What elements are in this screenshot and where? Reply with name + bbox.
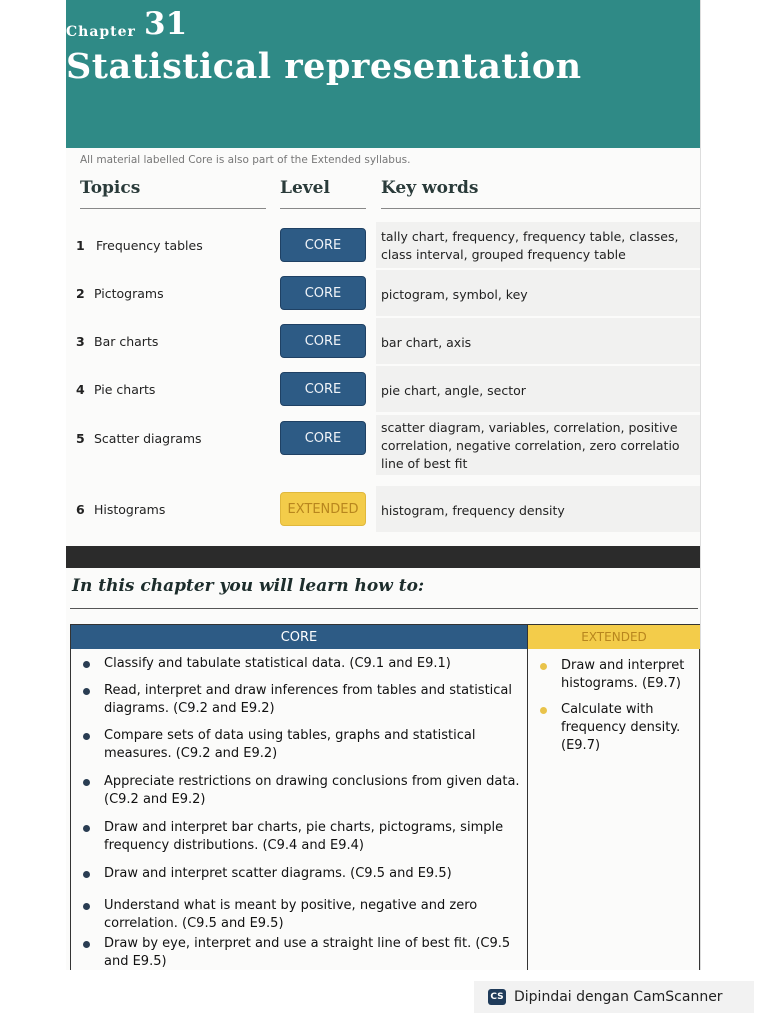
topic-number: 1 — [76, 238, 85, 253]
objective-line: Compare sets of data using tables, graphs and statistical — [104, 728, 476, 743]
keyword-line: correlation, negative correlation, zero correlatio — [381, 438, 680, 453]
bullet-icon — [83, 871, 90, 878]
core-objective-item — [104, 819, 514, 855]
keyword-line: scatter diagram, variables, correlation, positive — [381, 420, 678, 435]
objective-line: Draw and interpret — [561, 658, 685, 673]
extended-objective-item — [561, 657, 697, 693]
extended-objectives-header: EXTENDED — [528, 625, 700, 649]
syllabus-note: All material labelled Core is also part of the Extended syllabus. — [80, 154, 411, 166]
topic-name: Frequency tables — [96, 238, 203, 253]
topic-number: 3 — [76, 334, 85, 349]
chapter-header — [66, 0, 700, 148]
objective-line: Draw and interpret scatter diagrams. (C9.5 and E9.5) — [104, 866, 452, 881]
level-badge: CORE — [280, 276, 366, 310]
level-badge: EXTENDED — [280, 492, 366, 526]
topic-keywords — [381, 502, 699, 520]
level-badge: CORE — [280, 421, 366, 455]
topic-number: 4 — [76, 382, 85, 397]
level-badge: CORE — [280, 324, 366, 358]
objective-line: Understand what is meant by positive, negative and zero — [104, 898, 478, 913]
bullet-icon — [83, 903, 90, 910]
bullet-icon — [83, 733, 90, 740]
camscanner-text: Dipindai dengan CamScanner — [514, 989, 723, 1005]
topic-keywords — [381, 419, 699, 473]
objective-line: correlation. (C9.5 and E9.5) — [104, 916, 284, 931]
topics-column-header: Topics — [80, 178, 141, 198]
keyword-line: histogram, frequency density — [381, 503, 565, 518]
objective-line: Draw and interpret bar charts, pie charts, pictograms, simple — [104, 820, 504, 835]
objective-line: histograms. (E9.7) — [561, 676, 681, 691]
keyword-line: line of best fit — [381, 456, 468, 471]
keyword-line: pictogram, symbol, key — [381, 287, 528, 302]
level-rule — [280, 208, 366, 209]
objective-line: and E9.5) — [104, 954, 167, 969]
objective-line: measures. (C9.2 and E9.2) — [104, 746, 278, 761]
topic-name: Pie charts — [94, 382, 156, 397]
objective-line: Appreciate restrictions on drawing conclusions from given data. — [104, 774, 520, 789]
objective-line: Calculate with — [561, 702, 654, 717]
textbook-page — [66, 0, 700, 970]
topic-keywords — [381, 334, 699, 352]
bullet-icon — [540, 663, 547, 670]
topic-name: Pictograms — [94, 286, 164, 301]
core-objective-item — [104, 655, 514, 673]
objective-line: Classify and tabulate statistical data. (C9.1 and E9.1) — [104, 656, 451, 671]
keyword-line: pie chart, angle, sector — [381, 383, 526, 398]
column-divider — [527, 649, 528, 970]
core-objectives-header: CORE — [71, 625, 528, 649]
bullet-icon — [540, 707, 547, 714]
topic-keywords — [381, 286, 699, 304]
bullet-icon — [83, 779, 90, 786]
core-objective-item — [104, 727, 514, 763]
keywords-column-header: Key words — [381, 178, 479, 198]
bullet-icon — [83, 661, 90, 668]
topic-number: 2 — [76, 286, 85, 301]
keyword-line: class interval, grouped frequency table — [381, 247, 626, 262]
objective-line: diagrams. (C9.2 and E9.2) — [104, 701, 275, 716]
topics-rule — [80, 208, 266, 209]
bullet-icon — [83, 688, 90, 695]
section-divider-band — [66, 546, 700, 568]
keywords-rule — [381, 208, 700, 209]
core-objective-item — [104, 682, 514, 718]
topic-name: Scatter diagrams — [94, 431, 202, 446]
level-badge: CORE — [280, 228, 366, 262]
chapter-title: Statistical representation — [66, 46, 582, 87]
learn-section-title: In this chapter you will learn how to: — [72, 576, 425, 596]
objective-line: Draw by eye, interpret and use a straight line of best fit. (C9.5 — [104, 936, 511, 951]
topic-number: 6 — [76, 502, 85, 517]
extended-objective-item — [561, 701, 697, 755]
keyword-line: tally chart, frequency, frequency table, classes, — [381, 229, 679, 244]
bullet-icon — [83, 941, 90, 948]
objective-line: frequency density. — [561, 720, 681, 735]
core-objective-item — [104, 935, 514, 970]
objective-line: (C9.2 and E9.2) — [104, 792, 206, 807]
chapter-number: 31 — [144, 6, 188, 42]
topic-keywords — [381, 382, 699, 400]
camscanner-logo-icon: CS — [488, 989, 506, 1005]
chapter-label: Chapter — [66, 24, 136, 40]
core-objective-item — [104, 773, 520, 809]
learn-section-rule — [70, 608, 698, 609]
objective-line: Read, interpret and draw inferences from tables and statistical — [104, 683, 513, 698]
level-column-header: Level — [280, 178, 330, 198]
core-objective-item — [104, 865, 514, 883]
topic-number: 5 — [76, 431, 85, 446]
keyword-line: bar chart, axis — [381, 335, 472, 350]
topic-name: Bar charts — [94, 334, 159, 349]
objective-line: (E9.7) — [561, 738, 601, 753]
topic-name: Histograms — [94, 502, 166, 517]
objectives-table — [70, 624, 700, 970]
camscanner-watermark — [474, 981, 754, 1013]
level-badge: CORE — [280, 372, 366, 406]
bullet-icon — [83, 825, 90, 832]
core-objective-item — [104, 897, 514, 933]
topic-keywords — [381, 228, 699, 264]
objective-line: frequency distributions. (C9.4 and E9.4) — [104, 838, 364, 853]
